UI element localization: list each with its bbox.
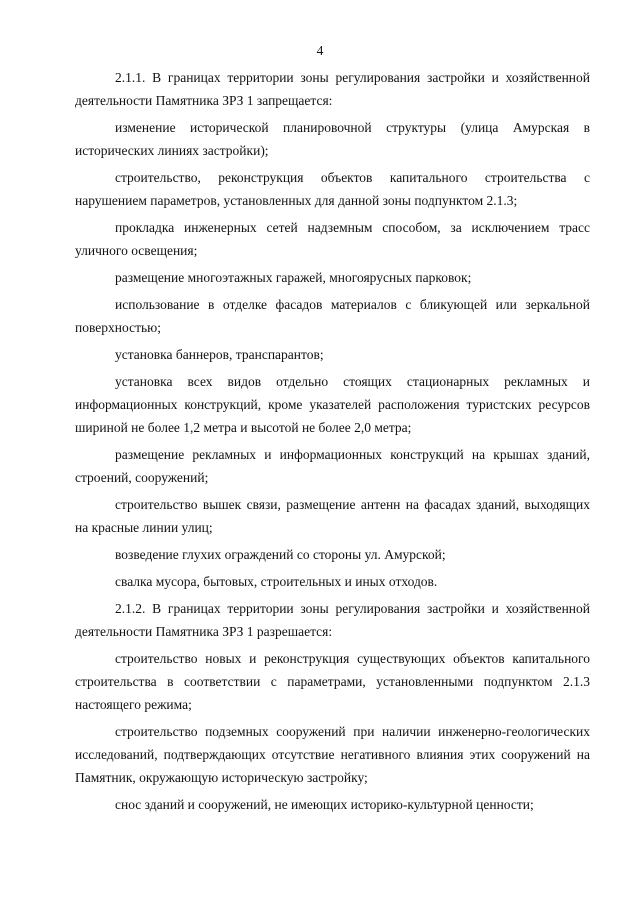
list-item: свалка мусора, бытовых, строительных и иных отходов.: [115, 574, 438, 589]
list-item: снос зданий и сооружений, не имеющих историко-культурной ценности;: [115, 797, 534, 812]
list-item: строительство, реконструкция объектов капитального строительства с нарушением параметров, установленных для данной зоны подпунктом 2.1.3;: [75, 170, 590, 208]
list-item: строительство подземных сооружений при наличии инженерно-геологических исследований, подтверждающих отсутствие негативного влияния этих сооружений на Памятник, окружающую историческую застройку;: [75, 724, 590, 785]
list-item: размещение рекламных и информационных конструкций на крышах зданий, строений, сооружений;: [75, 447, 590, 485]
list-item: установка всех видов отдельно стоящих стационарных рекламных и информационных конструкций, кроме указателей расположения туристских ресурсов шириной не более 1,2 метра и высотой не более 2,0 метра;: [75, 374, 590, 435]
paragraph-2-1-1: 2.1.1. В границах территории зоны регулирования застройки и хозяйственной деятельности Памятника ЗРЗ 1 запрещается:: [75, 70, 590, 108]
list-item: строительство новых и реконструкция существующих объектов капитального строительства в соответствии с параметрами, установленными подпунктом 2.1.3 настоящего режима;: [75, 651, 590, 712]
list-item: строительство вышек связи, размещение антенн на фасадах зданий, выходящих на красные линии улиц;: [75, 497, 590, 535]
list-item: установка баннеров, транспарантов;: [115, 347, 324, 362]
list-item: использование в отделке фасадов материалов с бликующей или зеркальной поверхностью;: [75, 297, 590, 335]
list-item: прокладка инженерных сетей надземным способом, за исключением трасс уличного освещения;: [75, 220, 590, 258]
paragraph-2-1-2: 2.1.2. В границах территории зоны регулирования застройки и хозяйственной деятельности Памятника ЗРЗ 1 разрешается:: [75, 601, 590, 639]
list-item: возведение глухих ограждений со стороны ул. Амурской;: [115, 547, 446, 562]
document-body: [75, 66, 590, 816]
list-item: размещение многоэтажных гаражей, многоярусных парковок;: [115, 270, 472, 285]
page-number: 4: [316, 43, 324, 58]
list-item: изменение исторической планировочной структуры (улица Амурская в исторических линиях застройки);: [75, 120, 590, 158]
